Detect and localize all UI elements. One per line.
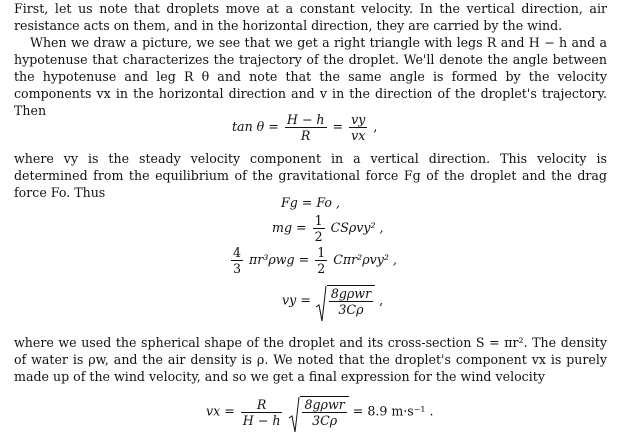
eq-tan-frac-velocity-num: vy [351,112,366,127]
eq-vx-ratio [241,397,283,428]
eq-vx-sqrt [288,396,348,428]
eq-vy-tail: , [379,292,384,308]
eq-vy-radicand-den: 3Cρ [338,302,364,317]
eq-mg-rhs: CSρvy² , [330,220,384,235]
eq-vx-radicand-num: 8gρwr [304,397,345,412]
eq-sphere-four-thirds-den: 3 [233,261,242,276]
eq-vy-radicand [329,286,373,317]
paragraph-steady-velocity: where vy is the steady velocity component in a vertical direction. This velocity is determined from the equilibrium of the gravitational force Fg of the droplet and the drag force Fo. Thus [14,151,607,200]
eq-sphere-four-thirds [231,245,243,276]
eq-mg-half-num: 1 [314,213,323,228]
eq-tan-lhs: tan θ = [232,119,279,134]
paragraph-triangle: When we draw a picture, we see that we get a right triangle with legs R and H − h and a hypotenuse that characterizes the trajectory of the droplet. We'll denote the angle between the hypotenuse and leg R θ and note that the same angle is formed by the velocity components vx in the horizontal direction and v in the direction of the droplet's trajectory. Then [14,35,607,118]
eq-mg-lhs: mg = [272,220,307,235]
eq-vx-radicand [302,397,346,428]
sqrt-sign-icon [315,285,327,323]
eq-vx-ratio-num: R [241,397,283,413]
eq-vx-ratio-den: H − h [242,412,281,428]
eq-vy-sqrt [315,285,375,317]
eq-vx-lhs: vx = [206,403,235,419]
equation-force-balance: Fg = Fo , [281,195,340,210]
eq-sphere-lhs: πr³ρwg = [249,252,310,267]
eq-mg-half [313,213,325,244]
equation-mg [272,213,384,244]
eq-sphere-rhs: Cπr²ρvy² , [333,252,397,267]
eq-tan-frac-velocity-den: vx [351,128,366,143]
equation-vx [206,396,433,428]
sqrt-sign-icon [288,396,300,434]
eq-tan-tail: , [373,119,378,134]
eq-tan-equals: = [332,119,344,134]
eq-tan-frac-height [285,112,327,143]
eq-vy-lhs: vy = [282,292,311,308]
eq-tan-frac-height-num: H − h [286,112,325,127]
eq-sphere-half [315,245,327,276]
equation-tan [0,104,617,148]
eq-sphere-half-den: 2 [317,261,326,276]
equation-vy [282,285,383,317]
equation-sphere [229,245,397,276]
eq-vx-radicand-den: 3Cρ [312,413,338,428]
eq-sphere-half-num: 1 [317,245,326,260]
eq-vy-radicand-num: 8gρwr [330,286,372,301]
eq-tan-frac-velocity [349,112,367,143]
eq-vx-result: = 8.9 m·s⁻¹ . [352,403,434,419]
paragraph-result: where we used the spherical shape of the droplet and its cross-section S = πr². The density of water is ρw, and the air density is ρ. We noted that the droplet's component vx is purely made up of the wind velocity, and so we get a final expression for the wind velocity [14,335,607,384]
eq-tan-frac-height-den: R [300,128,311,143]
paragraph-intro: First, let us note that droplets move at a constant velocity. In the vertical direction, air resistance acts on them, and in the horizontal direction, they are carried by the wind. [14,1,607,33]
eq-mg-half-den: 2 [314,229,323,244]
eq-sphere-four-thirds-num: 4 [233,245,242,260]
